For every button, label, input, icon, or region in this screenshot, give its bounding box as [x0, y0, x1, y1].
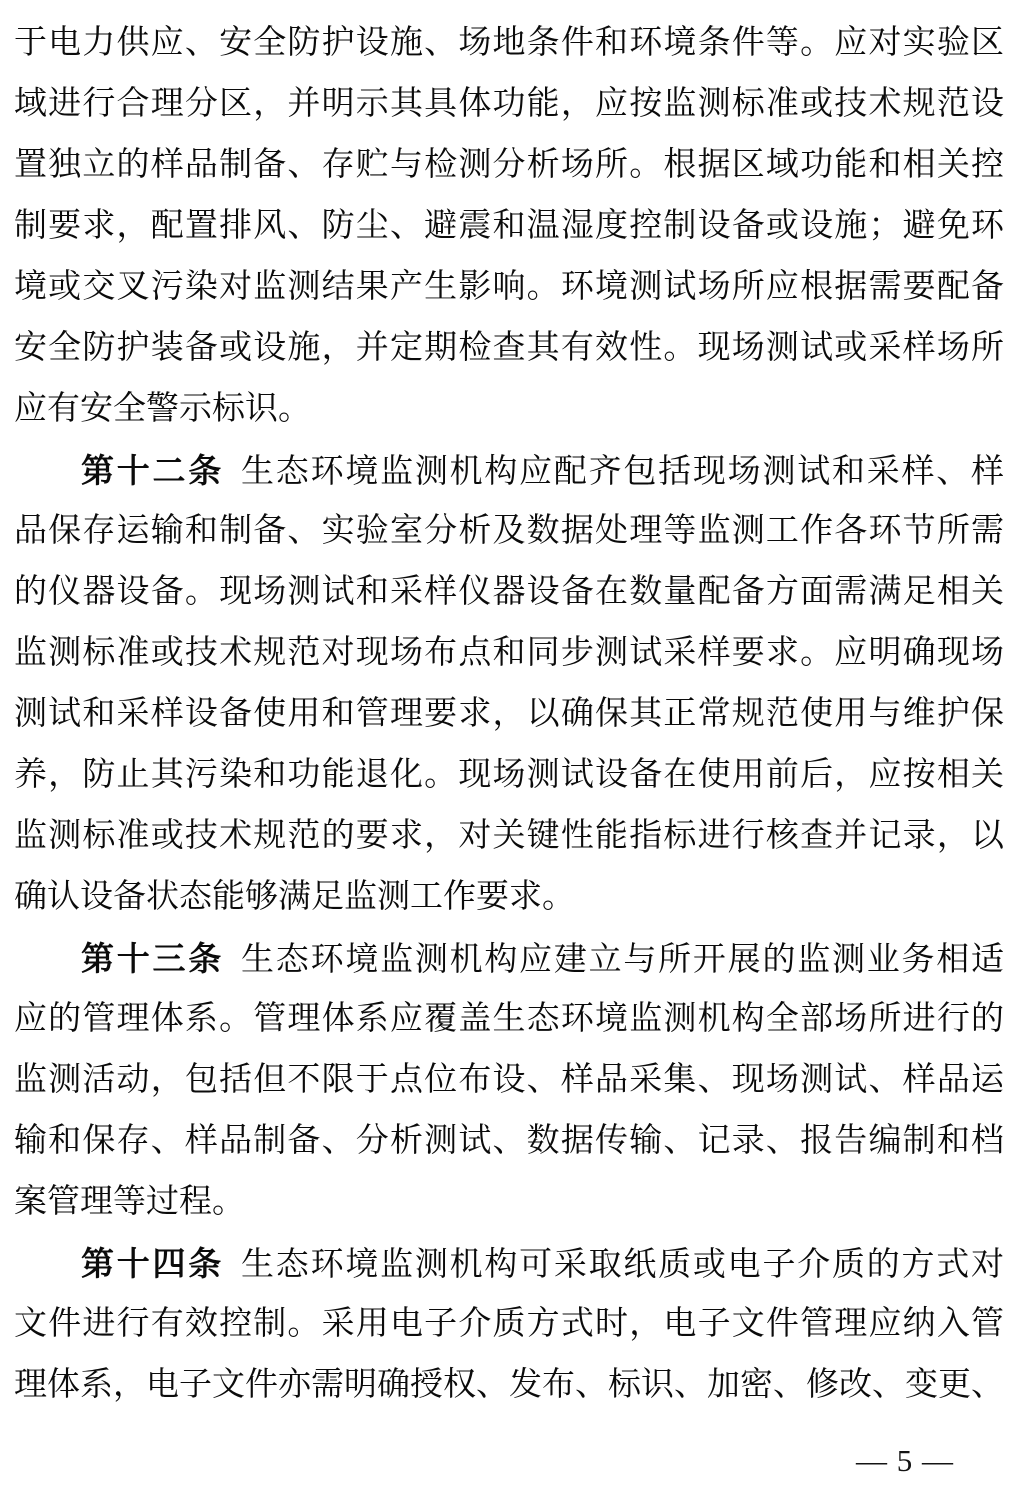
text-line — [14, 1233, 1004, 1294]
article-number: 第十三条 — [81, 940, 225, 977]
text-line — [14, 501, 1004, 562]
text-line — [14, 440, 1004, 501]
text-line — [14, 867, 1004, 928]
text-line — [14, 135, 1004, 196]
text-line — [14, 684, 1004, 745]
line-text: 确认设备状态能够满足监测工作要求。 — [14, 879, 575, 915]
text-line — [14, 1111, 1004, 1172]
line-text: 应有安全警示标识。 — [14, 391, 311, 427]
line-text: 输和保存、样品制备、分析测试、数据传输、记录、报告编制和档 — [14, 1123, 1004, 1159]
body-text — [14, 13, 1004, 1416]
text-line — [14, 1050, 1004, 1111]
line-text: 监测标准或技术规范对现场布点和同步测试采样要求。应明确现场 — [14, 635, 1004, 671]
line-text: 制要求，配置排风、防尘、避震和温湿度控制设备或设施；避免环 — [14, 208, 1004, 244]
article-number: 第十二条 — [81, 452, 225, 489]
line-text: 安全防护装备或设施，并定期检查其有效性。现场测试或采样场所 — [14, 330, 1004, 366]
text-line — [14, 1355, 1004, 1416]
text-line — [14, 257, 1004, 318]
text-line — [14, 379, 1004, 440]
article-number: 第十四条 — [81, 1245, 225, 1282]
line-text: 案管理等过程。 — [14, 1184, 245, 1220]
line-text: 生态环境监测机构应建立与所开展的监测业务相适 — [241, 942, 1005, 978]
line-text: 生态环境监测机构可采取纸质或电子介质的方式对 — [241, 1247, 1005, 1283]
text-line — [14, 989, 1004, 1050]
text-line — [14, 806, 1004, 867]
text-line — [14, 562, 1004, 623]
text-line — [14, 745, 1004, 806]
line-text: 品保存运输和制备、实验室分析及数据处理等监测工作各环节所需 — [14, 513, 1004, 549]
text-line — [14, 1172, 1004, 1233]
line-text: 的仪器设备。现场测试和采样仪器设备在数量配备方面需满足相关 — [14, 574, 1004, 610]
line-text: 测试和采样设备使用和管理要求，以确保其正常规范使用与维护保 — [14, 696, 1004, 732]
line-text: 应的管理体系。管理体系应覆盖生态环境监测机构全部场所进行的 — [14, 1001, 1004, 1037]
line-text: 理体系，电子文件亦需明确授权、发布、标识、加密、修改、变更、 — [14, 1367, 1004, 1403]
text-line — [14, 928, 1004, 989]
line-text: 于电力供应、安全防护设施、场地条件和环境条件等。应对实验区 — [14, 25, 1004, 61]
line-text: 文件进行有效控制。采用电子介质方式时，电子文件管理应纳入管 — [14, 1306, 1004, 1342]
text-line — [14, 13, 1004, 74]
line-text: 监测标准或技术规范的要求，对关键性能指标进行核查并记录，以 — [14, 818, 1004, 854]
line-text: 生态环境监测机构应配齐包括现场测试和采样、样 — [241, 454, 1005, 490]
text-line — [14, 74, 1004, 135]
page-number: — 5 — — [856, 1443, 954, 1478]
line-text: 置独立的样品制备、存贮与检测分析场所。根据区域功能和相关控 — [14, 147, 1004, 183]
line-text: 境或交叉污染对监测结果产生影响。环境测试场所应根据需要配备 — [14, 269, 1004, 305]
text-line — [14, 1294, 1004, 1355]
line-text: 养，防止其污染和功能退化。现场测试设备在使用前后，应按相关 — [14, 757, 1004, 793]
text-line — [14, 196, 1004, 257]
text-line — [14, 318, 1004, 379]
text-line — [14, 623, 1004, 684]
line-text: 监测活动，包括但不限于点位布设、样品采集、现场测试、样品运 — [14, 1062, 1004, 1098]
line-text: 域进行合理分区，并明示其具体功能，应按监测标准或技术规范设 — [14, 86, 1004, 122]
